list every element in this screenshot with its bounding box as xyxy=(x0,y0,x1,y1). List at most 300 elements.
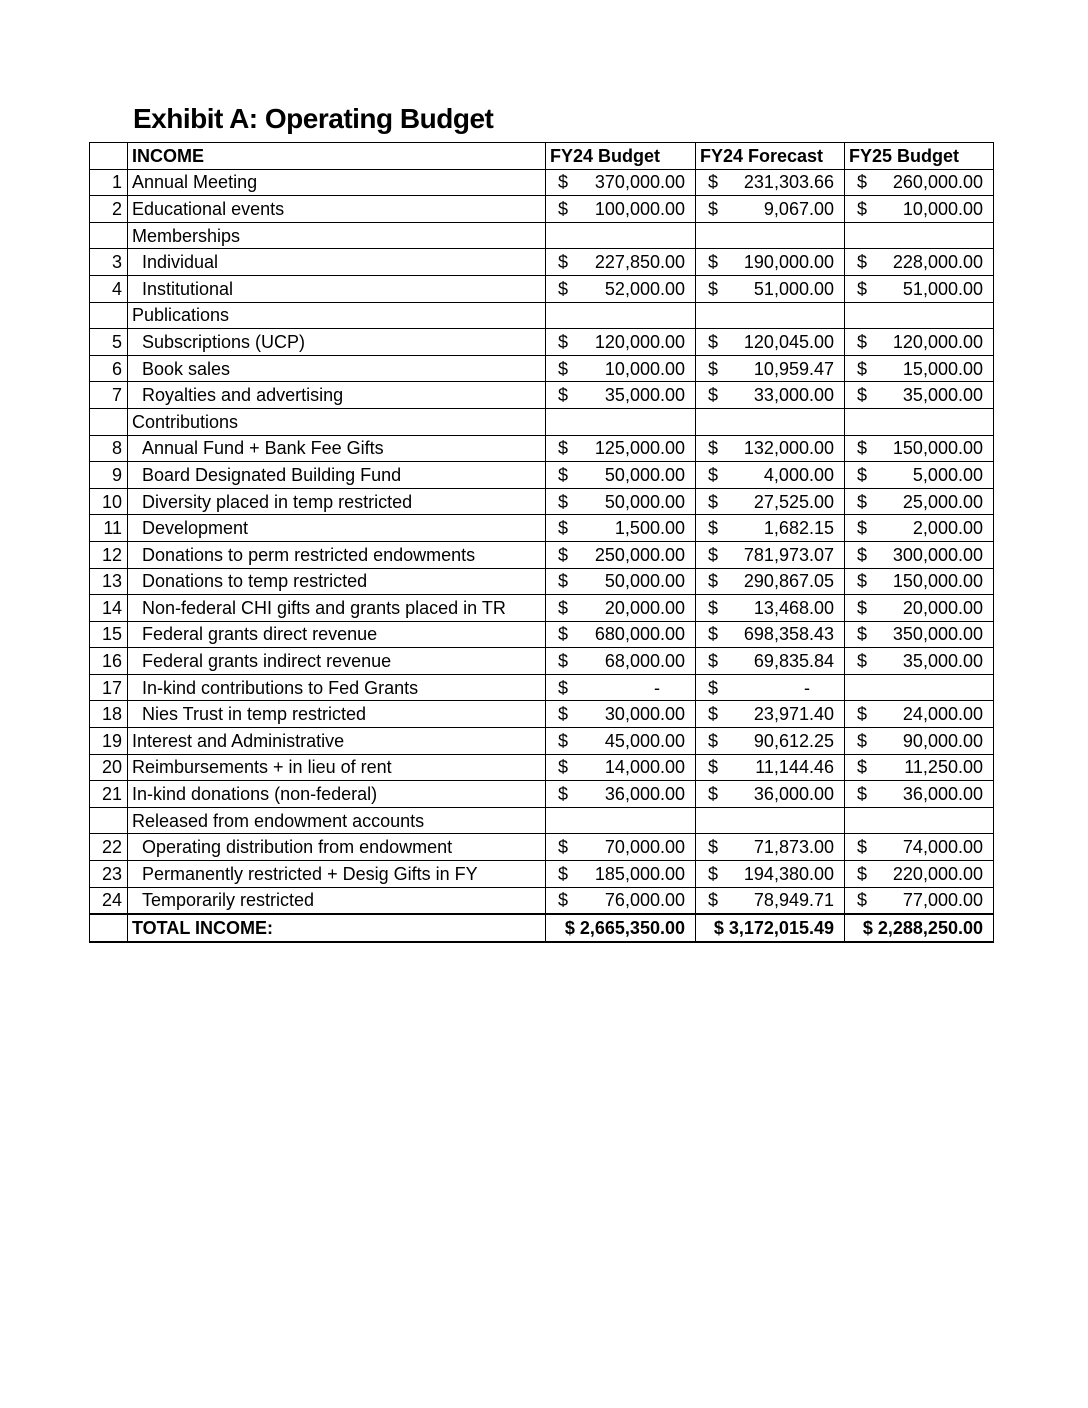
fy24-budget-value: 35,000.00 xyxy=(604,385,685,406)
section-label: Contributions xyxy=(128,408,546,435)
currency-symbol: $ xyxy=(558,331,569,352)
fy24-budget-value: 14,000.00 xyxy=(604,757,685,778)
row-number xyxy=(90,408,128,435)
fy25-budget-value: 220,000.00 xyxy=(892,863,983,884)
fy24-budget-cell xyxy=(546,701,696,728)
fy24-budget-value: 50,000.00 xyxy=(604,464,685,485)
total-row xyxy=(90,914,994,942)
line-item-label: Annual Meeting xyxy=(128,169,546,196)
currency-symbol: $ xyxy=(857,890,868,911)
currency-symbol: $ xyxy=(708,890,719,911)
fy24-forecast-total: $ 3,172,015.49 xyxy=(696,914,845,942)
row-number: 16 xyxy=(90,648,128,675)
fy25-budget-value: 36,000.00 xyxy=(902,784,983,805)
fy24-forecast-value: 132,000.00 xyxy=(743,438,834,459)
fy25-budget-cell xyxy=(845,355,994,382)
currency-symbol: $ xyxy=(558,544,569,565)
fy25-budget-value: 300,000.00 xyxy=(892,544,983,565)
fy25-budget-cell xyxy=(845,781,994,808)
fy24-forecast-value: - xyxy=(804,677,810,698)
row-number: 10 xyxy=(90,488,128,515)
fy24-forecast-cell xyxy=(696,861,845,888)
fy24-budget-cell xyxy=(546,541,696,568)
currency-symbol: $ xyxy=(857,491,868,512)
fy24-forecast-cell xyxy=(696,674,845,701)
fy25-budget-cell xyxy=(845,834,994,861)
line-item-label: Institutional xyxy=(128,275,546,302)
section-row xyxy=(90,302,994,329)
currency-symbol: $ xyxy=(558,704,569,725)
fy25-budget-value: 35,000.00 xyxy=(902,651,983,672)
fy24-budget-value: - xyxy=(654,677,660,698)
table-row xyxy=(90,781,994,808)
line-item-label: Interest and Administrative xyxy=(128,728,546,755)
line-item-label: Federal grants indirect revenue xyxy=(128,648,546,675)
currency-symbol: $ xyxy=(558,385,569,406)
fy24-forecast-value: 23,971.40 xyxy=(753,704,834,725)
section-label: Memberships xyxy=(128,222,546,249)
section-row xyxy=(90,807,994,834)
fy24-forecast-value: 13,468.00 xyxy=(753,597,834,618)
table-row xyxy=(90,595,994,622)
fy24-budget-cell xyxy=(546,382,696,409)
currency-symbol: $ xyxy=(558,677,569,698)
fy24-budget-value: 125,000.00 xyxy=(594,438,685,459)
table-row xyxy=(90,861,994,888)
fy25-budget-cell xyxy=(845,435,994,462)
line-item-label: In-kind donations (non-federal) xyxy=(128,781,546,808)
fy24-forecast-cell xyxy=(696,302,845,329)
currency-symbol: $ xyxy=(708,278,719,299)
currency-symbol: $ xyxy=(558,757,569,778)
fy24-forecast-value: 194,380.00 xyxy=(743,863,834,884)
table-row xyxy=(90,621,994,648)
fy24-budget-cell xyxy=(546,275,696,302)
fy24-forecast-cell xyxy=(696,781,845,808)
fy25-budget-value: 150,000.00 xyxy=(892,438,983,459)
fy24-budget-cell xyxy=(546,834,696,861)
line-item-label: Donations to temp restricted xyxy=(128,568,546,595)
row-number: 15 xyxy=(90,621,128,648)
fy24-forecast-cell xyxy=(696,329,845,356)
section-label: Publications xyxy=(128,302,546,329)
page-title: Exhibit A: Operating Budget xyxy=(133,103,494,134)
row-number: 18 xyxy=(90,701,128,728)
fy25-budget-cell xyxy=(845,541,994,568)
fy24-forecast-value: 120,045.00 xyxy=(743,331,834,352)
fy25-budget-value: 150,000.00 xyxy=(892,571,983,592)
fy24-forecast-cell xyxy=(696,648,845,675)
table-row xyxy=(90,435,994,462)
currency-symbol: $ xyxy=(558,784,569,805)
currency-symbol: $ xyxy=(558,730,569,751)
fy25-budget-value: 120,000.00 xyxy=(892,331,983,352)
currency-symbol: $ xyxy=(708,438,719,459)
row-number: 9 xyxy=(90,462,128,489)
row-number: 4 xyxy=(90,275,128,302)
currency-symbol: $ xyxy=(857,252,868,273)
fy24-budget-cell xyxy=(546,196,696,223)
currency-symbol: $ xyxy=(708,358,719,379)
table-row xyxy=(90,674,994,701)
fy25-budget-value: 77,000.00 xyxy=(902,890,983,911)
fy24-budget-value: 50,000.00 xyxy=(604,491,685,512)
currency-symbol: $ xyxy=(558,571,569,592)
fy25-budget-value: 74,000.00 xyxy=(902,837,983,858)
fy24-budget-value: 52,000.00 xyxy=(604,278,685,299)
fy24-forecast-value: 51,000.00 xyxy=(753,278,834,299)
fy24-budget-cell xyxy=(546,648,696,675)
fy25-budget-value: 5,000.00 xyxy=(912,464,983,485)
fy24-forecast-cell xyxy=(696,462,845,489)
fy24-forecast-value: 90,612.25 xyxy=(753,730,834,751)
currency-symbol: $ xyxy=(708,624,719,645)
fy24-budget-cell xyxy=(546,169,696,196)
currency-symbol: $ xyxy=(857,730,868,751)
fy24-forecast-cell xyxy=(696,701,845,728)
line-item-label: Annual Fund + Bank Fee Gifts xyxy=(128,435,546,462)
table-row xyxy=(90,834,994,861)
fy24-budget-cell xyxy=(546,488,696,515)
currency-symbol: $ xyxy=(708,544,719,565)
currency-symbol: $ xyxy=(857,464,868,485)
currency-symbol: $ xyxy=(857,172,868,193)
fy24-budget-value: 227,850.00 xyxy=(594,252,685,273)
currency-symbol: $ xyxy=(558,198,569,219)
row-number: 7 xyxy=(90,382,128,409)
fy25-budget-cell xyxy=(845,568,994,595)
fy25-budget-cell xyxy=(845,754,994,781)
fy25-budget-value: 2,000.00 xyxy=(912,518,983,539)
currency-symbol: $ xyxy=(558,358,569,379)
currency-symbol: $ xyxy=(857,597,868,618)
currency-symbol: $ xyxy=(708,172,719,193)
row-number: 20 xyxy=(90,754,128,781)
fy25-budget-cell xyxy=(845,861,994,888)
fy24-forecast-cell xyxy=(696,728,845,755)
table-row xyxy=(90,728,994,755)
fy25-budget-value: 350,000.00 xyxy=(892,624,983,645)
currency-symbol: $ xyxy=(708,730,719,751)
fy25-budget-value: 15,000.00 xyxy=(902,358,983,379)
currency-symbol: $ xyxy=(857,278,868,299)
table-row xyxy=(90,488,994,515)
fy24-budget-value: 36,000.00 xyxy=(604,784,685,805)
currency-symbol: $ xyxy=(708,784,719,805)
line-item-label: In-kind contributions to Fed Grants xyxy=(128,674,546,701)
fy24-forecast-cell xyxy=(696,355,845,382)
row-number: 23 xyxy=(90,861,128,888)
row-number xyxy=(90,807,128,834)
fy24-forecast-value: 78,949.71 xyxy=(753,890,834,911)
fy24-forecast-cell xyxy=(696,408,845,435)
fy24-budget-total: $ 2,665,350.00 xyxy=(546,914,696,942)
fy24-forecast-cell xyxy=(696,754,845,781)
line-item-label: Permanently restricted + Desig Gifts in FY xyxy=(128,861,546,888)
fy24-forecast-value: 36,000.00 xyxy=(753,784,834,805)
fy25-budget-cell xyxy=(845,488,994,515)
line-item-label: Reimbursements + in lieu of rent xyxy=(128,754,546,781)
currency-symbol: $ xyxy=(708,651,719,672)
fy24-budget-value: 50,000.00 xyxy=(604,571,685,592)
row-number: 17 xyxy=(90,674,128,701)
fy24-budget-value: 68,000.00 xyxy=(604,651,685,672)
currency-symbol: $ xyxy=(558,252,569,273)
operating-budget-table xyxy=(89,142,994,943)
fy24-forecast-value: 11,144.46 xyxy=(755,757,834,778)
line-item-label: Operating distribution from endowment xyxy=(128,834,546,861)
row-number: 19 xyxy=(90,728,128,755)
fy24-forecast-value: 4,000.00 xyxy=(763,464,834,485)
currency-symbol: $ xyxy=(558,278,569,299)
fy24-budget-cell xyxy=(546,408,696,435)
fy24-budget-cell xyxy=(546,674,696,701)
fy24-budget-value: 30,000.00 xyxy=(604,704,685,725)
fy25-budget-cell xyxy=(845,648,994,675)
fy24-budget-value: 70,000.00 xyxy=(604,837,685,858)
fy24-forecast-cell xyxy=(696,595,845,622)
currency-symbol: $ xyxy=(558,863,569,884)
line-item-label: Book sales xyxy=(128,355,546,382)
currency-symbol: $ xyxy=(708,677,719,698)
fy24-forecast-cell xyxy=(696,169,845,196)
line-item-label: Non-federal CHI gifts and grants placed in TR xyxy=(128,595,546,622)
currency-symbol: $ xyxy=(558,890,569,911)
currency-symbol: $ xyxy=(558,597,569,618)
fy25-budget-cell xyxy=(845,249,994,276)
currency-symbol: $ xyxy=(558,624,569,645)
fy25-budget-value: 24,000.00 xyxy=(902,704,983,725)
total-income-label: TOTAL INCOME: xyxy=(128,914,546,942)
fy24-forecast-value: 71,873.00 xyxy=(753,837,834,858)
fy24-budget-cell xyxy=(546,249,696,276)
fy24-forecast-value: 698,358.43 xyxy=(743,624,834,645)
fy24-forecast-value: 190,000.00 xyxy=(743,252,834,273)
currency-symbol: $ xyxy=(708,597,719,618)
currency-symbol: $ xyxy=(708,464,719,485)
fy25-budget-value: 228,000.00 xyxy=(892,252,983,273)
row-number: 3 xyxy=(90,249,128,276)
fy25-budget-cell xyxy=(845,515,994,542)
row-number: 11 xyxy=(90,515,128,542)
currency-symbol: $ xyxy=(558,491,569,512)
fy24-budget-cell xyxy=(546,435,696,462)
currency-symbol: $ xyxy=(857,837,868,858)
fy24-forecast-cell xyxy=(696,887,845,914)
table-row xyxy=(90,462,994,489)
currency-symbol: $ xyxy=(558,651,569,672)
header-row xyxy=(90,143,994,170)
row-number-header xyxy=(90,143,128,170)
fy25-budget-value: 25,000.00 xyxy=(902,491,983,512)
fy24-forecast-cell xyxy=(696,488,845,515)
currency-symbol: $ xyxy=(708,331,719,352)
fy25-budget-cell xyxy=(845,701,994,728)
fy24-budget-cell xyxy=(546,462,696,489)
fy25-budget-cell xyxy=(845,887,994,914)
row-number: 1 xyxy=(90,169,128,196)
currency-symbol: $ xyxy=(708,198,719,219)
line-item-label: Royalties and advertising xyxy=(128,382,546,409)
fy25-budget-value: 260,000.00 xyxy=(892,172,983,193)
fy25-budget-cell xyxy=(845,807,994,834)
table-row xyxy=(90,515,994,542)
row-number: 24 xyxy=(90,887,128,914)
table-row xyxy=(90,648,994,675)
table-row xyxy=(90,249,994,276)
line-item-label: Educational events xyxy=(128,196,546,223)
fy24-budget-value: 680,000.00 xyxy=(594,624,685,645)
currency-symbol: $ xyxy=(708,863,719,884)
fy24-forecast-header: FY24 Forecast xyxy=(696,143,845,170)
fy24-forecast-value: 33,000.00 xyxy=(753,385,834,406)
row-number: 12 xyxy=(90,541,128,568)
table-row xyxy=(90,887,994,914)
line-item-label: Federal grants direct revenue xyxy=(128,621,546,648)
row-number: 21 xyxy=(90,781,128,808)
table-row xyxy=(90,382,994,409)
fy25-budget-value: 10,000.00 xyxy=(902,198,983,219)
fy24-budget-cell xyxy=(546,728,696,755)
fy25-budget-cell xyxy=(845,329,994,356)
fy24-budget-cell xyxy=(546,861,696,888)
fy24-budget-value: 1,500.00 xyxy=(614,518,685,539)
fy25-budget-cell xyxy=(845,169,994,196)
fy25-budget-total: $ 2,288,250.00 xyxy=(845,914,994,942)
table-row xyxy=(90,196,994,223)
fy25-budget-cell xyxy=(845,462,994,489)
fy25-budget-cell xyxy=(845,275,994,302)
line-item-label: Board Designated Building Fund xyxy=(128,462,546,489)
fy25-budget-cell xyxy=(845,595,994,622)
fy24-forecast-cell xyxy=(696,515,845,542)
fy25-budget-value: 90,000.00 xyxy=(902,730,983,751)
fy24-budget-value: 100,000.00 xyxy=(594,198,685,219)
row-number xyxy=(90,302,128,329)
fy24-budget-value: 76,000.00 xyxy=(604,890,685,911)
line-item-label: Nies Trust in temp restricted xyxy=(128,701,546,728)
row-number: 8 xyxy=(90,435,128,462)
table-row xyxy=(90,568,994,595)
fy25-budget-value: 51,000.00 xyxy=(902,278,983,299)
line-item-label: Diversity placed in temp restricted xyxy=(128,488,546,515)
currency-symbol: $ xyxy=(857,198,868,219)
fy24-forecast-cell xyxy=(696,568,845,595)
row-number: 2 xyxy=(90,196,128,223)
section-label: Released from endowment accounts xyxy=(128,807,546,834)
row-number: 22 xyxy=(90,834,128,861)
fy25-budget-value: 35,000.00 xyxy=(902,385,983,406)
fy24-budget-cell xyxy=(546,595,696,622)
line-item-label: Subscriptions (UCP) xyxy=(128,329,546,356)
fy24-budget-cell xyxy=(546,887,696,914)
total-row-number xyxy=(90,914,128,942)
fy25-budget-cell xyxy=(845,408,994,435)
line-item-label: Donations to perm restricted endowments xyxy=(128,541,546,568)
currency-symbol: $ xyxy=(857,757,868,778)
income-header: INCOME xyxy=(128,143,546,170)
currency-symbol: $ xyxy=(857,784,868,805)
fy24-budget-cell xyxy=(546,329,696,356)
table-row xyxy=(90,275,994,302)
currency-symbol: $ xyxy=(857,438,868,459)
row-number: 6 xyxy=(90,355,128,382)
fy25-budget-cell xyxy=(845,674,994,701)
table-row xyxy=(90,355,994,382)
fy24-forecast-cell xyxy=(696,275,845,302)
currency-symbol: $ xyxy=(708,571,719,592)
line-item-label: Development xyxy=(128,515,546,542)
currency-symbol: $ xyxy=(708,837,719,858)
fy24-budget-value: 370,000.00 xyxy=(594,172,685,193)
table-row xyxy=(90,329,994,356)
fy24-budget-cell xyxy=(546,781,696,808)
currency-symbol: $ xyxy=(857,518,868,539)
fy24-forecast-value: 290,867.05 xyxy=(743,571,834,592)
fy25-budget-value: 20,000.00 xyxy=(902,597,983,618)
table-row xyxy=(90,754,994,781)
fy24-budget-value: 45,000.00 xyxy=(604,730,685,751)
section-row xyxy=(90,222,994,249)
row-number: 5 xyxy=(90,329,128,356)
fy24-budget-cell xyxy=(546,807,696,834)
fy24-forecast-value: 9,067.00 xyxy=(763,198,834,219)
currency-symbol: $ xyxy=(708,518,719,539)
fy24-budget-value: 20,000.00 xyxy=(604,597,685,618)
row-number: 13 xyxy=(90,568,128,595)
table-row xyxy=(90,541,994,568)
fy25-budget-cell xyxy=(845,621,994,648)
fy25-budget-cell xyxy=(845,382,994,409)
fy25-budget-cell xyxy=(845,728,994,755)
currency-symbol: $ xyxy=(857,544,868,565)
fy24-forecast-cell xyxy=(696,196,845,223)
fy24-forecast-value: 781,973.07 xyxy=(743,544,834,565)
fy24-forecast-cell xyxy=(696,382,845,409)
fy25-budget-header: FY25 Budget xyxy=(845,143,994,170)
currency-symbol: $ xyxy=(857,358,868,379)
currency-symbol: $ xyxy=(708,252,719,273)
fy24-budget-cell xyxy=(546,621,696,648)
fy24-budget-cell xyxy=(546,302,696,329)
currency-symbol: $ xyxy=(857,331,868,352)
fy24-budget-cell xyxy=(546,515,696,542)
fy24-forecast-cell xyxy=(696,541,845,568)
currency-symbol: $ xyxy=(558,172,569,193)
line-item-label: Individual xyxy=(128,249,546,276)
fy24-budget-value: 185,000.00 xyxy=(594,863,685,884)
fy24-forecast-cell xyxy=(696,807,845,834)
fy24-forecast-cell xyxy=(696,621,845,648)
currency-symbol: $ xyxy=(558,518,569,539)
fy24-budget-value: 120,000.00 xyxy=(594,331,685,352)
currency-symbol: $ xyxy=(708,757,719,778)
currency-symbol: $ xyxy=(708,385,719,406)
currency-symbol: $ xyxy=(857,385,868,406)
row-number xyxy=(90,222,128,249)
currency-symbol: $ xyxy=(708,491,719,512)
currency-symbol: $ xyxy=(857,863,868,884)
fy25-budget-cell xyxy=(845,302,994,329)
fy25-budget-cell xyxy=(845,196,994,223)
fy24-budget-header: FY24 Budget xyxy=(546,143,696,170)
fy25-budget-value: 11,250.00 xyxy=(904,757,983,778)
fy24-budget-cell xyxy=(546,355,696,382)
currency-symbol: $ xyxy=(558,438,569,459)
fy24-budget-cell xyxy=(546,222,696,249)
fy24-budget-value: 10,000.00 xyxy=(604,358,685,379)
line-item-label: Temporarily restricted xyxy=(128,887,546,914)
